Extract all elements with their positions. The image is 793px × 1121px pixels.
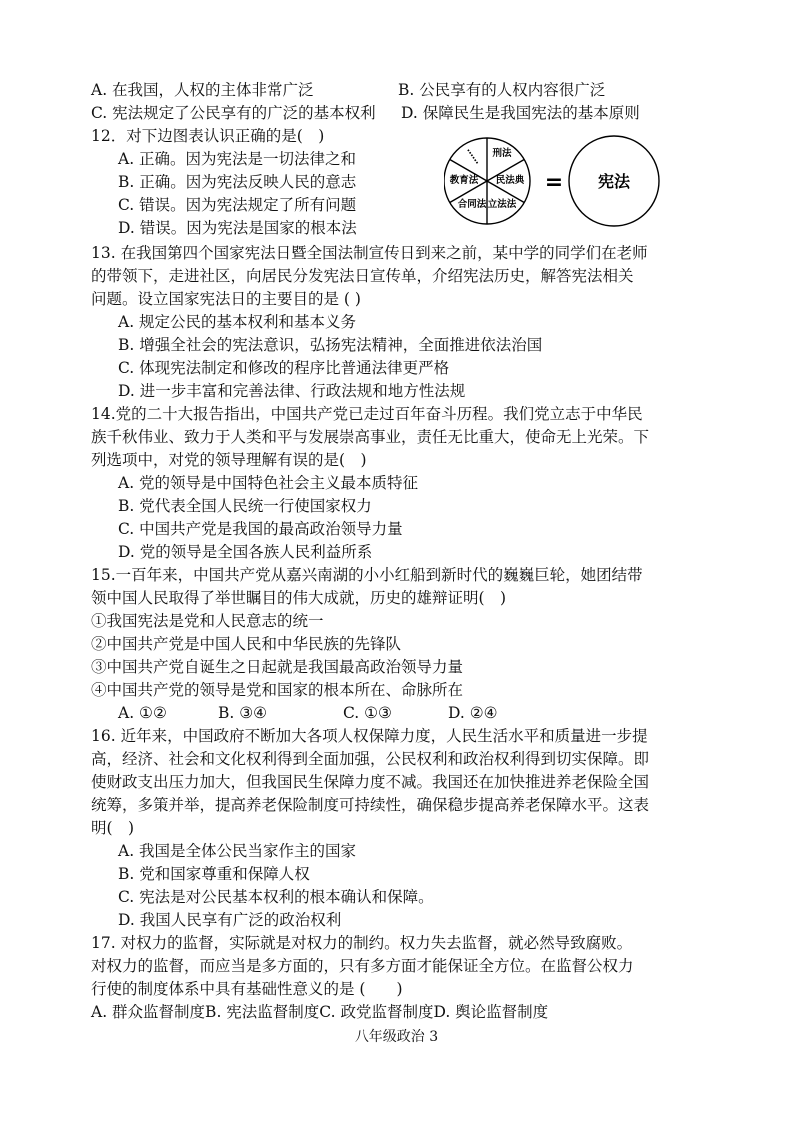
- slice-label-civil-code: 民法典: [495, 175, 525, 186]
- q17-options: A. 群众监督制度B. 宪法监督制度C. 政党监督制度D. 舆论监督制度: [91, 1003, 549, 1021]
- q11-option-d: D. 保障民生是我国宪法的基本原则: [401, 104, 640, 122]
- slice-label-criminal-law: 刑法: [492, 148, 512, 159]
- q16-line-2: 高，经济、社会和文化权利得到全面加强，公民权利和政治权利得到切实保障。即: [91, 750, 650, 768]
- q15-option-a: A. ①②: [118, 704, 167, 722]
- q15-item-4: ④中国共产党的领导是党和国家的根本所在、命脉所在: [91, 681, 464, 699]
- q16-option-d: D. 我国人民享有广泛的政治权利: [118, 911, 342, 929]
- page-footer: 八年级政治 3: [354, 1029, 439, 1045]
- q13-option-c: C. 体现宪法制定和修改的程序比普通法律更严格: [118, 359, 450, 377]
- q15-option-d: D. ②④: [448, 704, 498, 722]
- q16-option-c: C. 宪法是对公民基本权利的根本确认和保障。: [118, 888, 434, 906]
- q12-option-c: C. 错误。因为宪法规定了所有问题: [118, 196, 357, 214]
- q13-option-a: A. 规定公民的基本权利和基本义务: [118, 313, 357, 331]
- q13-option-d: D. 进一步丰富和完善法律、行政法规和地方性法规: [118, 382, 466, 400]
- equals-sign: =: [544, 170, 564, 195]
- q15-line-2: 领中国人民取得了举世瞩目的伟大成就，历史的雄辩证明( ): [91, 589, 507, 607]
- q17-line-2: 对权力的监督，而应当是多方面的，只有多方面才能保证全方位。在监督公权力: [91, 957, 634, 975]
- q16-line-5: 明( ): [91, 819, 135, 837]
- q16-line-1: 16. 近年来，中国政府不断加大各项人权保障力度，人民生活水平和质量进一步提: [91, 727, 648, 745]
- constitution-diagram: [444, 133, 660, 229]
- q15-item-1: ①我国宪法是党和人民意志的统一: [91, 612, 324, 630]
- q14-line-1: 14.党的二十大报告指出，中国共产党已走过百年奋斗历程。我们党立志于中华民: [91, 405, 643, 423]
- q11-option-c: C. 宪法规定了公民享有的广泛的基本权利: [91, 104, 376, 122]
- slice-label-legislation-law: 立法法: [487, 199, 517, 210]
- q13-line-2: 的带领下，走进社区，向居民分发宪法日宣传单，介绍宪法历史，解答宪法相关: [91, 267, 634, 285]
- q14-line-3: 列选项中，对党的领导理解有误的是( ): [91, 451, 367, 469]
- slice-label-ellipsis: ……: [464, 145, 483, 167]
- q16-option-b: B. 党和国家尊重和保障人权: [118, 865, 310, 883]
- q13-line-1: 13. 在我国第四个国家宪法日暨全国法制宣传日到来之前，某中学的同学们在老师: [91, 244, 648, 262]
- q15-option-c: C. ①③: [343, 704, 392, 722]
- q12-option-a: A. 正确。因为宪法是一切法律之和: [118, 150, 357, 168]
- q15-option-b: B. ③④: [218, 704, 268, 722]
- q11-option-b: B. 公民享有的人权内容很广泛: [398, 81, 606, 99]
- q14-option-d: D. 党的领导是全国各族人民利益所系: [118, 543, 373, 561]
- q16-option-a: A. 我国是全体公民当家作主的国家: [118, 842, 357, 860]
- q17-line-3: 行使的制度体系中具有基础性意义的是 ( ): [91, 980, 403, 998]
- q17-line-1: 17. 对权力的监督，实际就是对权力的制约。权力失去监督，就必然导致腐败。: [91, 934, 633, 952]
- q14-option-b: B. 党代表全国人民统一行使国家权力: [118, 497, 372, 515]
- q16-line-3: 使财政支出压力加大，但我国民生保障力度不减。我国还在加快推进养老保险全国: [91, 773, 650, 791]
- q11-option-a: A. 在我国，人权的主体非常广泛: [91, 81, 314, 99]
- q14-line-2: 族千秋伟业、致力于人类和平与发展崇高事业，责任无比重大，使命无上光荣。下: [91, 428, 650, 446]
- slice-label-contract-law: 合同法: [457, 199, 487, 210]
- q12-stem: 12．对下边图表认识正确的是( ): [91, 127, 325, 145]
- q15-item-3: ③中国共产党自诞生之日起就是我国最高政治领导力量: [91, 658, 464, 676]
- q14-option-a: A. 党的领导是中国特色社会主义最本质特征: [118, 474, 419, 492]
- slice-label-education-law: 教育法: [449, 175, 479, 186]
- q13-line-3: 问题。设立国家宪法日的主要目的是 ( ): [91, 290, 361, 308]
- q12-option-b: B. 正确。因为宪法反映人民的意志: [118, 173, 357, 191]
- q12-option-d: D. 错误。因为宪法是国家的根本法: [118, 219, 357, 237]
- q15-item-2: ②中国共产党是中国人民和中华民族的先锋队: [91, 635, 402, 653]
- q15-line-1: 15.一百年来，中国共产党从嘉兴南湖的小小红船到新时代的巍巍巨轮，她团结带: [91, 566, 643, 584]
- q14-option-c: C. 中国共产党是我国的最高政治领导力量: [118, 520, 403, 538]
- constitution-label: 宪法: [597, 172, 631, 191]
- q13-option-b: B. 增强全社会的宪法意识，弘扬宪法精神，全面推进依法治国: [118, 336, 543, 354]
- q16-line-4: 统筹，多策并举，提高养老保险制度可持续性，确保稳步提高养老保障水平。这表: [91, 796, 650, 814]
